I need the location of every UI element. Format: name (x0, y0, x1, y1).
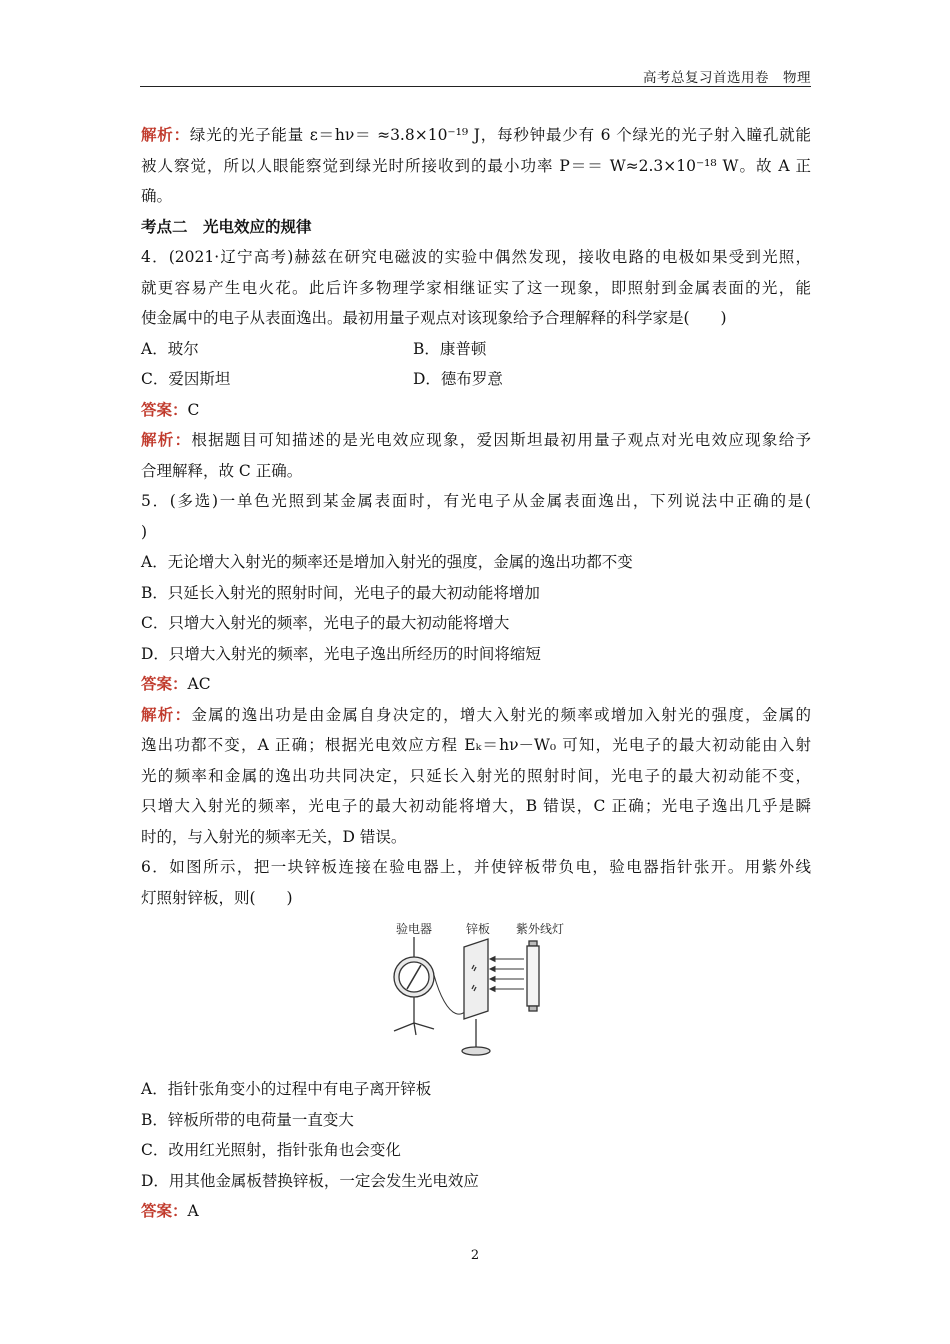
figure-label-zinc-plate: 锌板 (466, 922, 491, 936)
q4-options-row2 (141, 364, 811, 395)
analysis-label: 解析： (141, 125, 190, 144)
q4-analysis-line1: 解析：根据题目可知描述的是光电效应现象，爱因斯坦最初用量子观点对光电效应现象给予 (141, 430, 811, 449)
q6-option-d: D．用其他金属板替换锌板，一定会发生光电效应 (141, 1171, 479, 1190)
q5-option-a: A．无论增大入射光的频率还是增加入射光的强度，金属的逸出功都不变 (141, 553, 633, 571)
q4-option-a: A．玻尔 (141, 339, 199, 358)
uv-rays (490, 957, 524, 992)
analysis-label: 解析： (141, 704, 192, 724)
answer-label: 答案： (141, 1201, 188, 1220)
uv-lamp-drawing (527, 941, 539, 1011)
figure-label-uv-lamp: 紫外线灯 (516, 922, 565, 936)
q5-analysis-line1: 解析：金属的逸出功是由金属自身决定的，增大入射光的频率或增加入射光的强度，金属的 (141, 704, 811, 724)
answer-label: 答案： (141, 674, 188, 693)
q5-analysis-line5: 时的，与入射光的频率无关，D 错误。 (141, 827, 407, 846)
q6-answer: 答案：A (141, 1201, 199, 1220)
q4-option-c: C．爱因斯坦 (141, 370, 231, 388)
q3-analysis-line1: 解析：绿光的光子能量 ε＝hν＝ ≈3.8×10⁻¹⁹ J，每秒钟最少有 6 个绿光的光子射入瞳孔就能 (141, 125, 811, 144)
q6-option-a: A．指针张角变小的过程中有电子离开锌板 (141, 1080, 432, 1098)
analysis-label: 解析： (141, 430, 192, 449)
q4-option-d: D．德布罗意 (413, 370, 503, 388)
header-title: 高考总复习首选用卷 物理 (643, 70, 811, 86)
page-number: 2 (470, 1248, 480, 1263)
page-content (141, 120, 811, 1227)
q4-stem-line2: 就更容易产生电火花。此后许多物理学家相继证实了这一现象，即照射到金属表面的光，能 (141, 278, 811, 297)
q6-stem-line2: 灯照射锌板，则( ) (141, 888, 293, 907)
q5-analysis-line4: 只增大入射光的频率，光电子的最大初动能将增大，B 错误，C 正确；光电子逸出几乎是瞬 (141, 797, 811, 815)
zinc-plate-drawing (462, 939, 490, 1055)
q5-option-c: C．只增大入射光的频率，光电子的最大初动能将增大 (141, 614, 510, 632)
q4-option-b: B．康普顿 (413, 339, 487, 358)
q4-answer: 答案：C (141, 399, 200, 419)
q4-analysis-line2: 合理解释，故 C 正确。 (141, 461, 303, 480)
q3-analysis-line3: 确。 (141, 187, 173, 205)
q6-option-c: C．改用红光照射，指针张角也会变化 (141, 1141, 401, 1159)
electroscope-drawing (394, 937, 434, 1035)
q6-option-b: B．锌板所带的电荷量一直变大 (141, 1110, 354, 1129)
q3-analysis-line2: 被人察觉，所以人眼能察觉到绿光时所接收到的最小功率 P＝＝ W≈2.3×10⁻¹⁸ W。故 A 正 (141, 156, 811, 175)
figure-diagram (376, 919, 576, 1069)
q5-analysis-line2: 逸出功都不变，A 正确；根据光电效应方程 Eₖ＝hν－W₀ 可知，光电子的最大初动能由入射 (141, 736, 811, 754)
q5-stem-line2: ) (141, 522, 148, 541)
q5-option-b: B．只延长入射光的照射时间，光电子的最大初动能将增加 (141, 583, 540, 602)
q4-stem-line3: 使金属中的电子从表面逸出。最初用量子观点对该现象给予合理解释的科学家是( ) (141, 309, 727, 327)
q5-answer: 答案：AC (141, 674, 211, 693)
page-header (140, 64, 811, 87)
q5-option-d: D．只增大入射光的频率，光电子逸出所经历的时间将缩短 (141, 644, 541, 663)
q4-stem-line1: 4．(2021·辽宁高考)赫兹在研究电磁波的实验中偶然发现，接收电路的电极如果受到光照， (141, 248, 811, 266)
q4-options-row1 (141, 334, 811, 365)
figure-label-electroscope: 验电器 (396, 922, 433, 936)
q6-stem-line1: 6．如图所示，把一块锌板连接在验电器上，并使锌板带负电，验电器指针张开。用紫外线 (141, 858, 811, 876)
answer-label: 答案： (141, 399, 188, 419)
q5-stem-line1: 5．(多选)一单色光照到某金属表面时，有光电子从金属表面逸出，下列说法中正确的是( (141, 492, 811, 510)
section-title: 考点二 光电效应的规律 (141, 216, 312, 236)
electroscope-figure (141, 919, 811, 1074)
q5-analysis-line3: 光的频率和金属的逸出功共同决定，只延长入射光的照射时间，光电子的最大初动能不变， (141, 766, 811, 785)
